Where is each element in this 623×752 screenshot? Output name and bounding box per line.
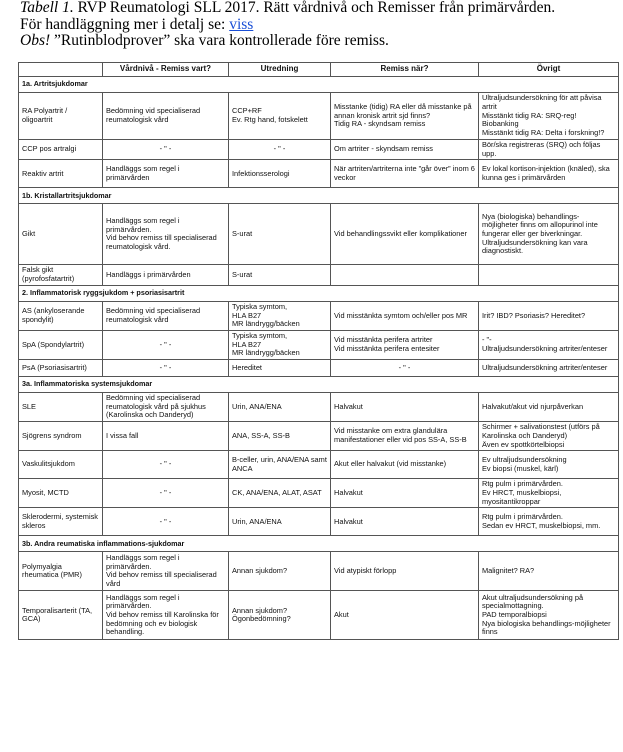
table-row — [19, 508, 619, 536]
table-row — [19, 204, 619, 265]
investigation-cell: Urin, ANA/ENA — [229, 508, 331, 536]
cell-line: Vid behov remiss till Karolinska för bedömning och ev biologisk behandling. — [106, 610, 219, 637]
section-title: 3a. Inflammatoriska systemsjukdomar — [19, 377, 619, 393]
table-row — [19, 330, 619, 359]
care-level-cell: - " - — [103, 508, 229, 536]
other-cell: Ultraljudsundersökning artriter/enteser — [479, 360, 619, 377]
cell-line: Typiska symtom, — [232, 330, 288, 340]
section-title: 3b. Andra reumatiska inflammations-sjukdomar — [19, 536, 619, 552]
cell-line: HLA B27 — [232, 310, 262, 320]
care-level-cell: Handläggs i primärvården — [103, 265, 229, 285]
table-row — [19, 552, 619, 591]
other-cell — [479, 508, 619, 536]
cell-line: Vid behov remiss till specialiserad reumatologisk vård. — [106, 233, 217, 252]
care-level-cell — [103, 204, 229, 265]
referral-when-cell: Vid behandlingssvikt eller komplikationer — [331, 204, 479, 265]
condition-cell: Reaktiv artrit — [19, 160, 103, 188]
investigation-cell: B-celler, urin, ANA/ENA samt ANCA — [229, 451, 331, 479]
other-cell: Bör/ska registreras (SRQ) och följas upp. — [479, 140, 619, 160]
referral-when-cell: Halvakut — [331, 479, 479, 508]
col-header-condition — [19, 63, 103, 77]
referral-when-cell: - " - — [331, 360, 479, 377]
cell-line: - "- — [482, 335, 492, 345]
section-title: 2. Inflammatorisk ryggsjukdom + psoriasisartrit — [19, 285, 619, 301]
care-level-cell: I vissa fall — [103, 422, 229, 451]
table-row — [19, 301, 619, 330]
investigation-cell: - " - — [229, 140, 331, 160]
investigation-cell — [229, 301, 331, 330]
investigation-cell: Hereditet — [229, 360, 331, 377]
cell-line: Handläggs som regel i primärvården. — [106, 552, 180, 571]
other-cell: Irit? IBD? Psoriasis? Hereditet? — [479, 301, 619, 330]
referral-table — [18, 62, 619, 640]
other-cell — [479, 330, 619, 359]
care-level-cell: Bedömning vid specialiserad reumatologisk vård på sjukhus (Karolinska och Danderyd) — [103, 393, 229, 422]
col-header-other: Övrigt — [479, 63, 619, 77]
cell-line: Sedan ev HRCT, muskelbiopsi, mm. — [482, 520, 601, 530]
referral-when-cell: Om artriter - skyndsam remiss — [331, 140, 479, 160]
other-cell — [479, 479, 619, 508]
cell-line: Ev ultraljudsundersökning — [482, 455, 567, 465]
condition-cell: SLE — [19, 393, 103, 422]
condition-cell: Gikt — [19, 204, 103, 265]
referral-when-cell: Akut eller halvakut (vid misstanke) — [331, 451, 479, 479]
table-row — [19, 265, 619, 285]
care-level-cell: Bedömning vid specialiserad reumatologisk vård — [103, 93, 229, 140]
cell-line: MR ländrygg/bäcken — [232, 348, 300, 358]
document-header — [20, 0, 620, 50]
investigation-cell — [229, 330, 331, 359]
cell-line: Vid misstänkta perifera artriter — [334, 335, 433, 345]
condition-cell: Polymyalgia rheumatica (PMR) — [19, 552, 103, 591]
cell-line: Vid misstänkta perifera entesiter — [334, 343, 440, 353]
cell-line: PAD temporalbiopsi — [482, 610, 547, 619]
investigation-cell: Infektionsserologi — [229, 160, 331, 188]
investigation-cell: S-urat — [229, 265, 331, 285]
cell-line: Ögonbedömning? — [232, 614, 291, 624]
care-level-cell: - " - — [103, 360, 229, 377]
condition-cell: Vaskulitsjukdom — [19, 451, 103, 479]
table-row — [19, 591, 619, 640]
condition-cell: Temporalisarterit (TA, GCA) — [19, 591, 103, 640]
viss-link[interactable]: viss — [229, 15, 254, 33]
table-row — [19, 422, 619, 451]
section-row — [19, 77, 619, 93]
referral-when-cell: När artriten/artriterna inte ”går över” inom 6 veckor — [331, 160, 479, 188]
section-title: 1a. Artritsjukdomar — [19, 77, 619, 93]
referral-when-cell — [331, 93, 479, 140]
cell-line: Rtg pulm i primärvården. — [482, 479, 563, 489]
detail-text: För handläggning mer i detalj se: — [20, 15, 230, 33]
title-text: RVP Reumatologi SLL 2017. Rätt vårdnivå och Remisser från primärvården. — [73, 0, 556, 16]
section-row — [19, 188, 619, 204]
cell-line: Biobanking — [482, 119, 519, 129]
col-header-care-level: Vårdnivå - Remiss vart? — [103, 63, 229, 77]
section-row — [19, 536, 619, 552]
care-level-cell: - " - — [103, 140, 229, 160]
referral-when-cell: Akut — [331, 591, 479, 640]
care-level-cell — [103, 591, 229, 640]
condition-cell: Sklerodermi, systemisk skleros — [19, 508, 103, 536]
cell-line: Ev. Rtg hand, fotskelett — [232, 115, 308, 124]
cell-line: Handläggs som regel i primärvården. — [106, 592, 180, 611]
referral-when-cell: Halvakut — [331, 508, 479, 536]
condition-cell: AS (ankyloserande spondylit) — [19, 301, 103, 330]
other-cell: Ev lokal kortison-injektion (knäled), ska kunna ges i primärvården — [479, 160, 619, 188]
referral-when-cell: Vid misstanke om extra glandulära manifestationer eller vid pos SS-A, SS-B — [331, 422, 479, 451]
table-row — [19, 140, 619, 160]
referral-when-cell: Vid misstänkta symtom och/eller pos MR — [331, 301, 479, 330]
cell-line: HLA B27 — [232, 339, 262, 349]
other-cell — [479, 204, 619, 265]
condition-cell: Sjögrens syndrom — [19, 422, 103, 451]
investigation-cell: Urin, ANA/ENA — [229, 393, 331, 422]
section-row — [19, 285, 619, 301]
condition-cell: Falsk gikt (pyrofosfatartrit) — [19, 265, 103, 285]
table-row — [19, 360, 619, 377]
referral-when-cell: Halvakut — [331, 393, 479, 422]
obs-line — [20, 33, 620, 50]
table-header-row — [19, 63, 619, 77]
condition-cell: RA Polyartrit / oligoartrit — [19, 93, 103, 140]
table-body — [19, 77, 619, 640]
investigation-cell: ANA, SS-A, SS-B — [229, 422, 331, 451]
table-row — [19, 479, 619, 508]
cell-line: Misstanke (tidig) RA eller då misstanke på annan kronisk artrit sjd finns? — [334, 101, 472, 120]
title-prefix: Tabell 1. — [20, 0, 74, 16]
condition-cell: CCP pos artralgi — [19, 140, 103, 160]
obs-text: ”Rutinblodprover” ska vara kontrollerade före remiss. — [50, 32, 389, 49]
cell-line: Ultraljudsundersökning artriter/enteser — [482, 343, 608, 353]
col-header-referral-when: Remiss när? — [331, 63, 479, 77]
referral-when-cell: Vid atypiskt förlopp — [331, 552, 479, 591]
table-row — [19, 93, 619, 140]
investigation-cell: S-urat — [229, 204, 331, 265]
table-row — [19, 451, 619, 479]
cell-line: Nya biologiska behandlings-möjligheter finns — [482, 618, 611, 637]
cell-line: Vid behov remiss till specialiserad vård — [106, 570, 217, 589]
care-level-cell: Bedömning vid specialiserad reumatologisk vård — [103, 301, 229, 330]
other-cell — [479, 451, 619, 479]
referral-when-cell — [331, 265, 479, 285]
referral-when-cell — [331, 330, 479, 359]
other-cell — [479, 93, 619, 140]
investigation-cell — [229, 591, 331, 640]
cell-line: Akut ultraljudsundersökning på specialmottagning. — [482, 592, 584, 611]
cell-line: Schirmer + salivationstest (utförs på Karolinska och Danderyd) — [482, 422, 600, 440]
cell-line: Handläggs som regel i primärvården. — [106, 216, 180, 234]
cell-line: Ultraljudsundersökning för att påvisa artrit — [482, 93, 602, 111]
cell-line: Tidig RA - skyndsam remiss — [334, 119, 426, 129]
other-cell: Halvakut/akut vid njurpåverkan — [479, 393, 619, 422]
cell-line: Ev HRCT, muskelbiopsi, myositantikroppar — [482, 487, 562, 506]
other-cell — [479, 591, 619, 640]
condition-cell: PsA (Psoriasisartrit) — [19, 360, 103, 377]
section-title: 1b. Kristallartritsjukdomar — [19, 188, 619, 204]
section-row — [19, 377, 619, 393]
cell-line: Nya (biologiska) behandlings-möjligheter finns om allopurinol inte fungerar eller ger biverkningar. — [482, 211, 598, 239]
cell-line: Misstänkt tidig RA: Delta i forskning!? — [482, 128, 605, 138]
condition-cell: SpA (Spondylartrit) — [19, 330, 103, 359]
obs-label: Obs! — [20, 32, 51, 49]
cell-line: Annan sjukdom? — [232, 605, 288, 615]
care-level-cell: - " - — [103, 451, 229, 479]
care-level-cell — [103, 552, 229, 591]
other-cell — [479, 265, 619, 285]
cell-line: MR ländrygg/bäcken — [232, 319, 300, 329]
title-line — [20, 0, 620, 17]
investigation-cell — [229, 93, 331, 140]
cell-line: Ev biopsi (muskel, kärl) — [482, 463, 559, 473]
detail-line — [20, 17, 620, 34]
care-level-cell: - " - — [103, 330, 229, 359]
care-level-cell: - " - — [103, 479, 229, 508]
cell-line: Misstänkt tidig RA: SRQ-reg! — [482, 110, 577, 120]
other-cell — [479, 422, 619, 451]
other-cell: Malignitet? RA? — [479, 552, 619, 591]
cell-line: Rtg pulm i primärvården. — [482, 512, 563, 522]
cell-line: Typiska symtom, — [232, 301, 288, 311]
cell-line: Ultraljudsundersökning kan vara diagnostiskt. — [482, 237, 588, 256]
cell-line: Även ev spottkörtelbiopsi — [482, 439, 565, 449]
table-row — [19, 393, 619, 422]
cell-line: CCP+RF — [232, 106, 262, 116]
condition-cell: Myosit, MCTD — [19, 479, 103, 508]
col-header-investigation: Utredning — [229, 63, 331, 77]
investigation-cell: CK, ANA/ENA, ALAT, ASAT — [229, 479, 331, 508]
care-level-cell: Handläggs som regel i primärvården — [103, 160, 229, 188]
table-row — [19, 160, 619, 188]
investigation-cell: Annan sjukdom? — [229, 552, 331, 591]
